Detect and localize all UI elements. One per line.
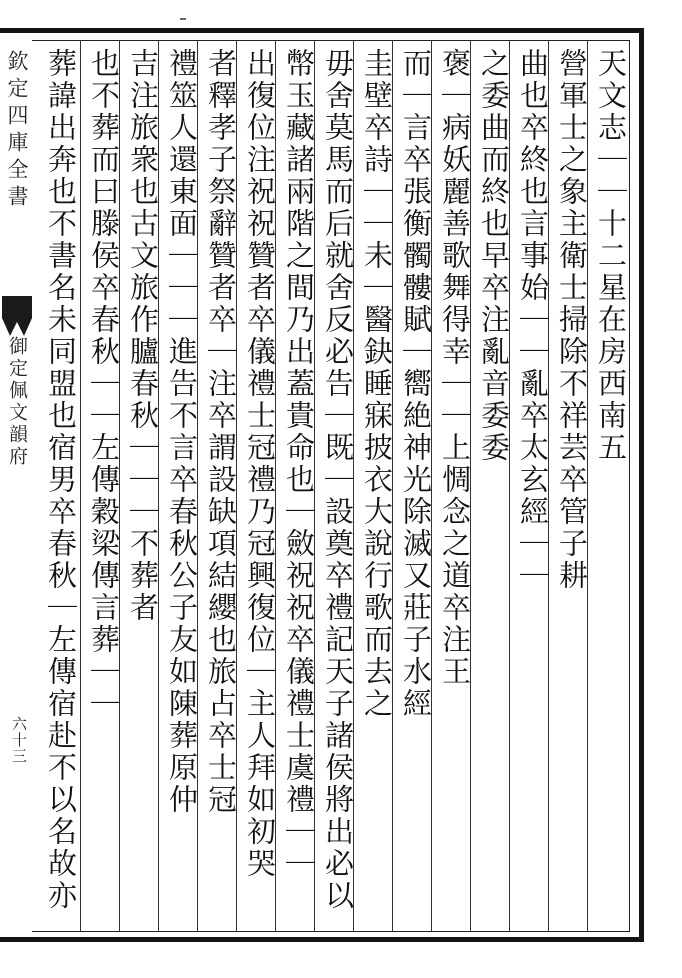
text-column: 者釋孝子祭辭贊者卒｜注卒謂設缺項結纓也旅占卒士冠 [204,48,238,816]
text-column: 曲也卒終也言事始｜｜亂卒太玄經｜｜ [516,48,550,592]
fish-tail-mark-icon [2,296,32,336]
text-column: 之委曲而終也早卒注亂音委委 [477,48,511,464]
ink-speck [180,18,186,20]
text-column: 圭壁卒詩｜｜未｜醫鈌睡寐披衣大說行歌而去之 [360,48,394,720]
text-column: 吉注旅衆也古文旅作臚春秋｜｜｜不葬者 [126,48,160,624]
text-column: 禮筮人還東面｜｜｜進告不言卒春秋公子友如陳葬原仲 [165,48,199,816]
text-column: 幣玉藏諸兩階之間乃出蓋貴命也｜斂祝祝卒儀禮士虞禮｜｜ [282,48,316,880]
margin-title: 欽定四庫全書 [5,50,29,212]
text-column: 天文志｜｜十二星在房西南五 [594,48,628,464]
text-column: 毋舍莫馬而后就舍反必告｜既｜設奠卒禮記天子諸侯將出必以 [321,48,355,912]
text-column: 褒｜病妖麗善歌舞得幸｜｜上惆念之道卒注王 [438,48,472,688]
margin-folio: 六十三 [10,716,28,764]
text-column: 也不葬而曰滕侯卒春秋｜｜左傳穀梁傳言葬｜｜ [87,48,121,720]
text-column: 出復位注祝祝贊者卒儀禮士冠禮乃冠興復位｜主人拜如初哭 [243,48,277,880]
text-column: 營軍士之象主衛士掃除不祥芸卒管子耕 [555,48,589,592]
text-column: 而｜言卒張衡髑髏賦｜嚮絶神光除滅又莊子水經 [399,48,433,720]
margin-book-title: 御定佩文韻府 [6,336,28,468]
text-column: 葬諱出奔也不書名未同盟也宿男卒春秋｜左傳宿赴不以名故亦 [44,48,78,912]
